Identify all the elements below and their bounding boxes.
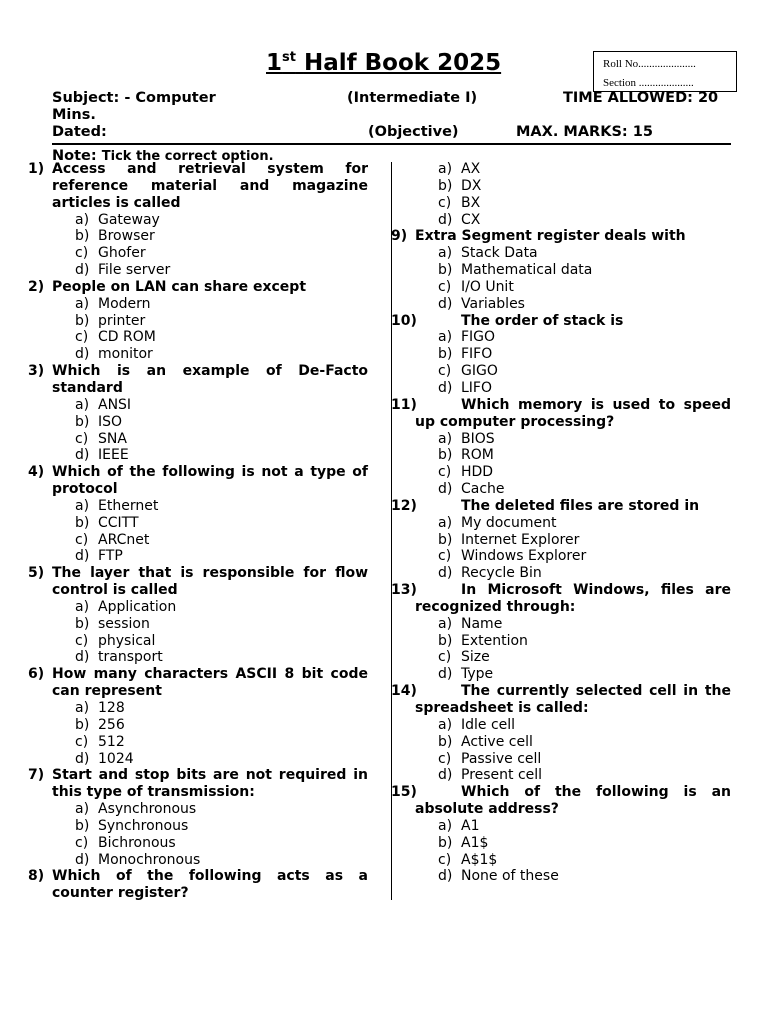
option-text: My document [461,514,557,531]
option-a[interactable] [391,515,731,532]
option-text: Bichronous [98,834,176,851]
option-letter: b) [438,632,453,649]
option-c[interactable] [391,363,731,380]
option-text: None of these [461,868,559,885]
option-b[interactable] [391,346,731,363]
option-a[interactable] [28,397,368,414]
option-text: ROM [461,447,494,464]
option-c[interactable] [28,633,368,650]
question-1 [28,161,368,212]
question-text: Start and stop bits are not required in this type of transmission: [52,767,368,801]
option-letter: d) [438,666,453,683]
option-text: Name [461,615,503,632]
question-text: Which of the following is an absolute address? [415,784,731,818]
subject-label: Subject: - Computer [52,90,216,106]
question-text: The currently selected cell in the spreadsheet is called: [415,683,731,716]
question-3 [28,363,368,397]
option-text: IEEE [98,447,129,464]
option-letter: b) [438,834,453,851]
option-d[interactable] [391,212,731,229]
option-text: transport [98,649,163,666]
option-d[interactable] [391,296,731,313]
option-c[interactable] [391,279,731,296]
option-a[interactable] [28,700,368,717]
option-text: Passive cell [461,750,542,767]
paper-type: (Objective) [368,124,459,140]
option-letter: b) [75,228,90,245]
option-d[interactable] [391,868,731,885]
question-number: 14) [391,683,417,700]
option-b[interactable] [391,835,731,852]
question-number: 8) [28,868,45,885]
option-letter: b) [75,514,90,531]
option-b[interactable] [28,414,368,431]
option-text: File server [98,262,171,279]
option-text: Application [98,598,177,615]
option-c[interactable] [28,431,368,448]
option-letter: a) [75,598,90,615]
option-text: A1 [461,817,480,834]
option-b[interactable] [391,633,731,650]
option-a[interactable] [28,801,368,818]
option-letter: b) [438,262,453,279]
option-letter: c) [75,834,89,851]
option-d[interactable] [28,447,368,464]
option-letter: d) [438,868,453,885]
option-letter: d) [438,565,453,582]
option-b[interactable] [28,515,368,532]
option-letter: d) [438,295,453,312]
option-letter: a) [438,514,453,531]
option-a[interactable] [28,212,368,229]
question-number: 7) [28,767,45,784]
option-letter: a) [75,396,90,413]
option-text: Modern [98,295,151,312]
option-letter: d) [75,346,90,363]
question-text: The order of stack is [461,312,624,329]
option-a[interactable] [391,161,731,178]
question-number: 3) [28,363,45,380]
question-number: 9) [391,228,408,245]
page-title: 1st Half Book 2025 [266,50,502,76]
option-b[interactable] [391,447,731,464]
question-number: 2) [28,278,45,295]
option-letter: c) [75,733,89,750]
option-d[interactable] [28,751,368,768]
right-column [391,161,731,885]
option-d[interactable] [28,649,368,666]
max-marks: MAX. MARKS: 15 [516,124,653,140]
option-b[interactable] [391,734,731,751]
option-c[interactable] [28,329,368,346]
option-text: Recycle Bin [461,565,542,582]
option-text: Variables [461,295,525,312]
question-text: How many characters ASCII 8 bit code can represent [52,666,368,700]
option-text: ANSI [98,396,132,413]
option-letter: a) [75,497,90,514]
option-text: physical [98,632,156,649]
section-field: Section .................... [603,77,694,89]
question-12 [391,498,731,515]
question-14 [391,683,731,717]
note-text: Tick the correct option. [101,149,274,164]
option-letter: c) [438,278,452,295]
option-text: 256 [98,716,125,733]
question-7 [28,767,368,801]
question-text: Which of the following acts as a counter register? [52,868,368,902]
option-text: 512 [98,733,125,750]
option-text: A1$ [461,834,489,851]
question-number: 1) [28,161,45,177]
option-c[interactable] [28,532,368,549]
option-text: Ethernet [98,497,159,514]
question-text: Which is an example of De-Facto standard [52,363,368,396]
option-text: FTP [98,548,123,565]
option-letter: c) [75,430,89,447]
option-text: Stack Data [461,245,538,262]
option-a[interactable] [391,818,731,835]
option-letter: a) [75,700,90,716]
roll-no-field: Roll No..................... [603,58,696,70]
option-letter: d) [75,649,90,666]
option-letter: b) [75,615,90,632]
question-text: People on LAN can share except [52,278,307,295]
roll-section-box [593,51,737,92]
left-column [28,161,368,902]
option-c[interactable] [391,852,731,869]
option-letter: b) [75,716,90,733]
option-a[interactable] [391,431,731,448]
option-letter: b) [75,817,90,834]
option-letter: b) [75,413,90,430]
option-letter: c) [438,750,452,767]
option-text: SNA [98,430,127,447]
question-8 [28,868,368,902]
note-label: Note: [52,148,97,164]
question-text: The deleted files are stored in [461,497,700,514]
option-letter: d) [438,379,453,396]
option-letter: c) [75,245,89,262]
option-letter: a) [438,716,453,733]
question-number: 5) [28,565,45,582]
option-letter: a) [438,430,453,447]
option-text: FIFO [461,346,493,363]
time-mins: Mins. [52,107,96,123]
option-text: CD ROM [98,329,156,346]
option-b[interactable] [28,717,368,734]
option-d[interactable] [391,380,731,397]
option-text: printer [98,312,146,329]
option-text: DX [461,177,482,194]
question-11 [391,397,731,431]
option-letter: d) [75,262,90,279]
option-c[interactable] [391,649,731,666]
option-d[interactable] [391,565,731,582]
option-text: 1024 [98,750,134,767]
option-b[interactable] [28,818,368,835]
option-text: CCITT [98,514,139,531]
question-9 [391,228,731,245]
question-text: Which of the following is not a type of protocol [52,464,368,498]
option-letter: d) [438,767,453,784]
option-letter: a) [75,211,90,228]
option-letter: b) [438,733,453,750]
time-allowed: TIME ALLOWED: 20 [563,90,719,106]
option-b[interactable] [391,262,731,279]
option-d[interactable] [28,262,368,279]
option-letter: d) [438,481,453,498]
question-number: 13) [391,582,417,599]
option-text: GIGO [461,363,498,380]
question-4 [28,464,368,498]
option-letter: b) [438,177,453,194]
option-text: Extention [461,632,528,649]
option-text: Gateway [98,211,160,228]
option-letter: c) [75,632,89,649]
option-letter: c) [438,464,452,481]
option-b[interactable] [28,313,368,330]
option-letter: b) [438,447,453,464]
option-text: Internet Explorer [461,531,580,548]
option-text: Size [461,649,490,666]
option-text: A$1$ [461,851,498,868]
option-text: I/O Unit [461,278,514,295]
question-text: Which memory is used to speed up computer processing? [415,396,731,430]
option-text: session [98,615,150,632]
option-text: Monochronous [98,851,201,868]
question-number: 15) [391,784,417,801]
option-text: BX [461,194,481,211]
option-text: Present cell [461,767,543,784]
question-10 [391,313,731,330]
option-letter: b) [438,346,453,363]
option-letter: d) [75,548,90,565]
option-d[interactable] [391,481,731,498]
option-text: Active cell [461,733,533,750]
option-letter: c) [438,548,452,565]
option-c[interactable] [28,245,368,262]
class-label: (Intermediate I) [347,90,478,106]
option-letter: d) [75,750,90,767]
option-text: AX [461,161,481,177]
option-text: Browser [98,228,155,245]
option-letter: a) [438,817,453,834]
option-text: LIFO [461,379,493,396]
option-text: Windows Explorer [461,548,587,565]
option-a[interactable] [28,498,368,515]
option-b[interactable] [391,532,731,549]
question-text: Access and retrieval system for reference material and magazine articles is called [52,161,368,211]
option-letter: a) [75,295,90,312]
question-6 [28,666,368,700]
question-2 [28,279,368,296]
option-letter: c) [438,194,452,211]
question-13 [391,582,731,616]
option-text: BIOS [461,430,495,447]
option-c[interactable] [391,464,731,481]
option-text: Cache [461,481,505,498]
option-a[interactable] [28,296,368,313]
option-letter: d) [75,851,90,868]
option-c[interactable] [391,195,731,212]
option-a[interactable] [391,717,731,734]
option-d[interactable] [28,852,368,869]
option-b[interactable] [391,178,731,195]
question-number: 10) [391,312,417,329]
option-letter: d) [438,211,453,228]
dated-label: Dated: [52,124,107,140]
option-text: ARCnet [98,531,150,548]
question-15 [391,784,731,818]
question-text: In Microsoft Windows, files are recognized through: [415,582,731,615]
option-text: Asynchronous [98,801,197,818]
option-c[interactable] [28,734,368,751]
option-text: Idle cell [461,716,516,733]
option-c[interactable] [391,548,731,565]
option-text: Synchronous [98,817,189,834]
option-letter: a) [438,161,453,177]
question-text: Extra Segment register deals with [415,228,686,245]
option-text: ISO [98,413,123,430]
option-letter: b) [438,531,453,548]
option-letter: c) [75,329,89,346]
option-text: monitor [98,346,153,363]
option-text: Type [461,666,494,683]
option-letter: c) [438,363,452,380]
option-b[interactable] [28,616,368,633]
option-d[interactable] [28,346,368,363]
question-number: 12) [391,497,417,514]
option-letter: b) [75,312,90,329]
option-d[interactable] [28,548,368,565]
option-letter: c) [438,649,452,666]
option-text: HDD [461,464,494,481]
option-a[interactable] [391,245,731,262]
question-number: 4) [28,464,45,481]
option-c[interactable] [391,751,731,768]
option-text: FIGO [461,329,496,346]
option-d[interactable] [391,767,731,784]
question-5 [28,565,368,599]
option-letter: c) [75,531,89,548]
option-text: CX [461,211,481,228]
option-a[interactable] [391,329,731,346]
option-letter: d) [75,447,90,464]
option-text: 128 [98,700,125,716]
option-letter: a) [438,615,453,632]
option-text: Mathematical data [461,262,593,279]
question-number: 6) [28,666,45,683]
option-b[interactable] [28,228,368,245]
option-letter: a) [75,801,90,818]
option-c[interactable] [28,835,368,852]
question-number: 11) [391,396,417,413]
option-text: Ghofer [98,245,146,262]
option-a[interactable] [391,616,731,633]
option-letter: a) [438,245,453,262]
option-letter: a) [438,329,453,346]
question-text: The layer that is responsible for flow control is called [52,565,368,599]
option-a[interactable] [28,599,368,616]
option-letter: c) [438,851,452,868]
option-d[interactable] [391,666,731,683]
